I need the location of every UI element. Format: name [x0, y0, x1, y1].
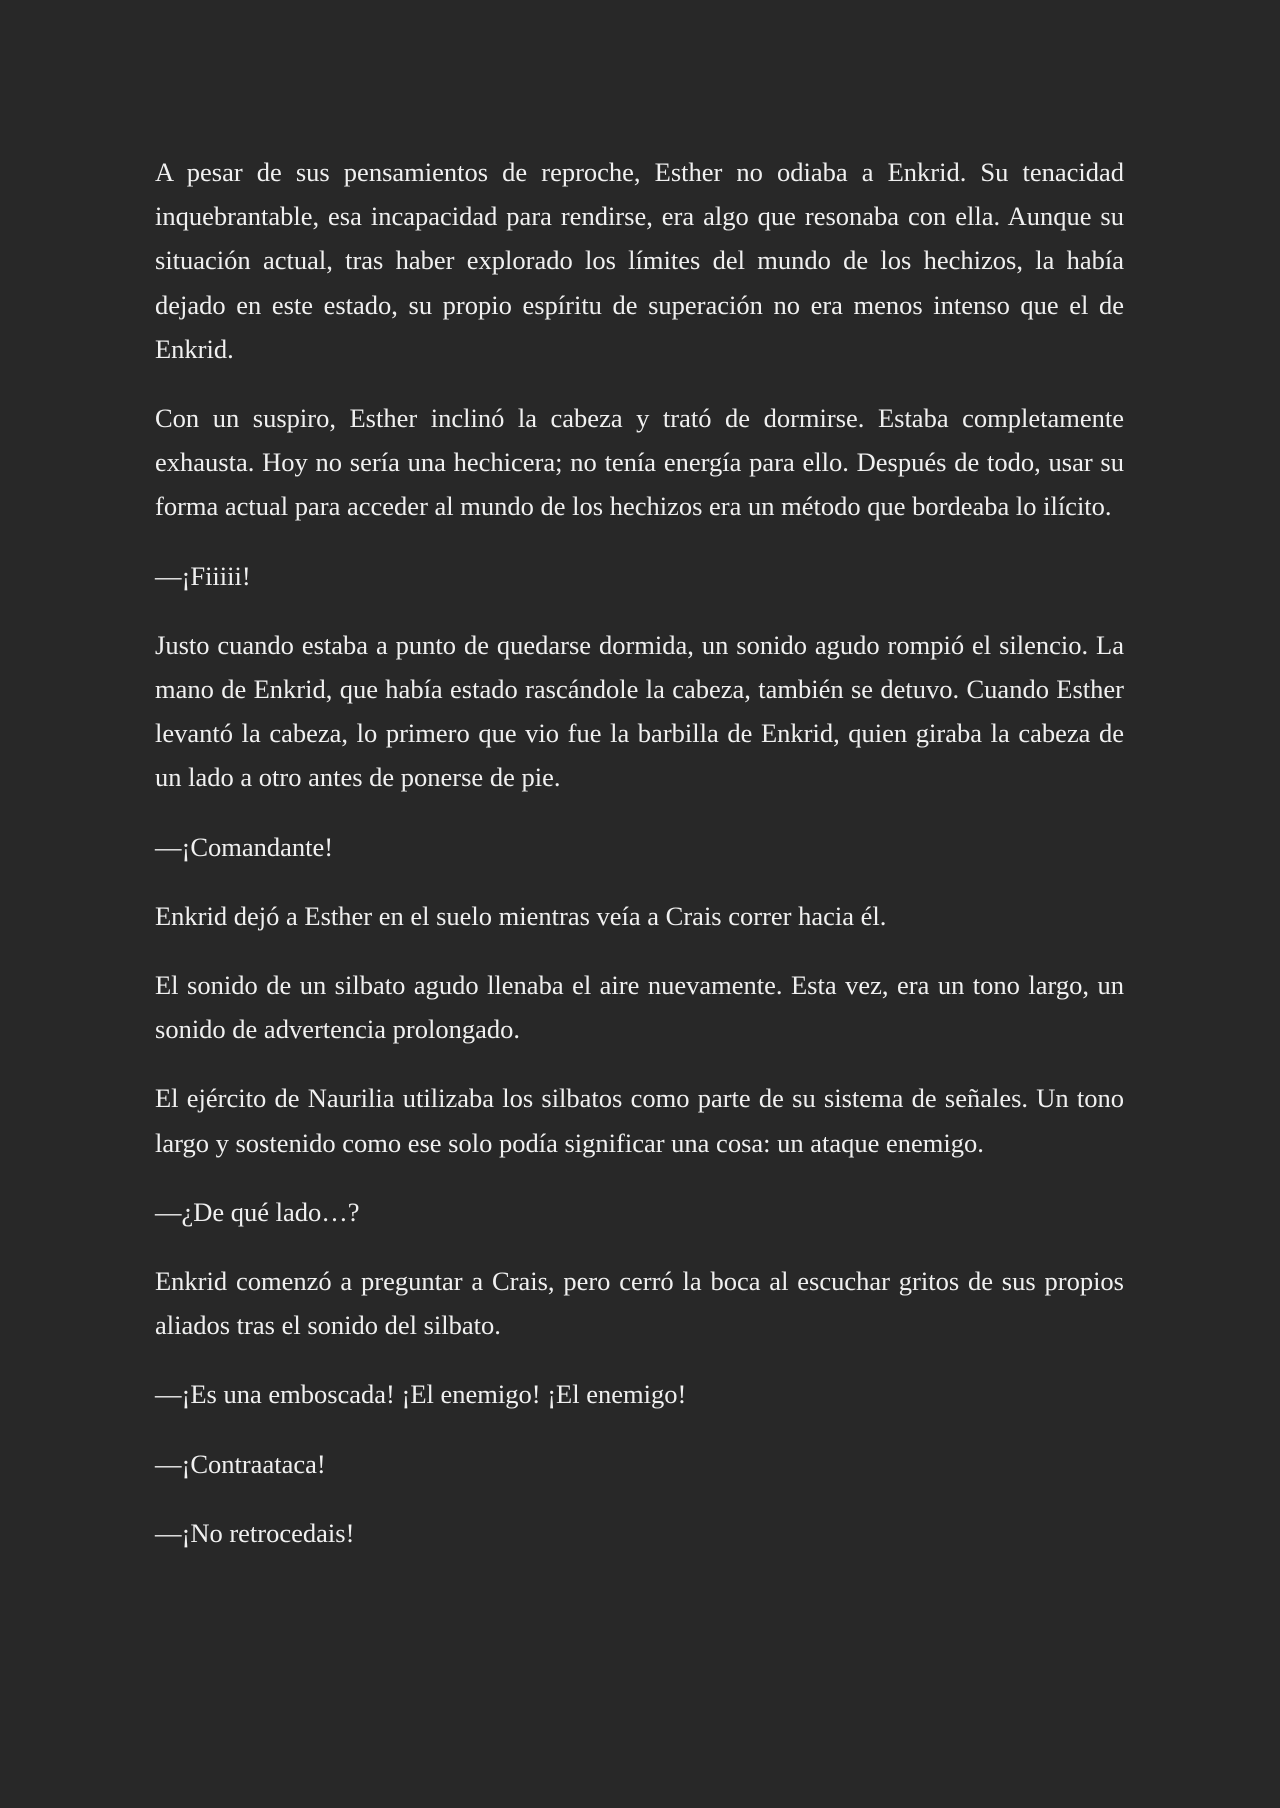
paragraph: Enkrid comenzó a preguntar a Crais, pero cerró la boca al escuchar gritos de sus propios aliados tras el sonido del silbato. [155, 1266, 1124, 1341]
dialogue-line: —¡No retrocedais! [155, 1517, 355, 1548]
paragraph: Enkrid dejó a Esther en el suelo mientras veía a Crais correr hacia él. [155, 900, 887, 931]
paragraph: El ejército de Naurilia utilizaba los silbatos como parte de su sistema de señales. Un tono largo y sostenido como ese solo podía significar una cosa: un ataque enemigo. [155, 1083, 1124, 1158]
dialogue-line: —¡Es una emboscada! ¡El enemigo! ¡El enemigo! [155, 1379, 687, 1410]
document-body [155, 150, 1124, 1580]
paragraph: El sonido de un silbato agudo llenaba el aire nuevamente. Esta vez, era un tono largo, un sonido de advertencia prolongado. [155, 970, 1124, 1045]
dialogue-line: —¿De qué lado…? [155, 1196, 360, 1227]
dialogue-line: —¡Fiiiii! [155, 560, 251, 591]
paragraph: A pesar de sus pensamientos de reproche, Esther no odiaba a Enkrid. Su tenacidad inquebrantable, esa incapacidad para rendirse, era algo que resonaba con ella. Aunque su situación actual, tras haber explorado los límites del mundo de los hechizos, la había dejado en este estado, su propio espíritu de superación no era menos intenso que el de Enkrid. [155, 157, 1124, 364]
paragraph: Justo cuando estaba a punto de quedarse dormida, un sonido agudo rompió el silencio. La mano de Enkrid, que había estado rascándole la cabeza, también se detuvo. Cuando Esther levantó la cabeza, lo primero que vio fue la barbilla de Enkrid, quien giraba la cabeza de un lado a otro antes de ponerse de pie. [155, 629, 1124, 793]
dialogue-line: —¡Comandante! [155, 831, 334, 862]
paragraph: Con un suspiro, Esther inclinó la cabeza y trató de dormirse. Estaba completamente exhausta. Hoy no sería una hechicera; no tenía energía para ello. Después de todo, usar su forma actual para acceder al mundo de los hechizos era un método que bordeaba lo ilícito. [155, 403, 1124, 522]
dialogue-line: —¡Contraataca! [155, 1448, 326, 1479]
